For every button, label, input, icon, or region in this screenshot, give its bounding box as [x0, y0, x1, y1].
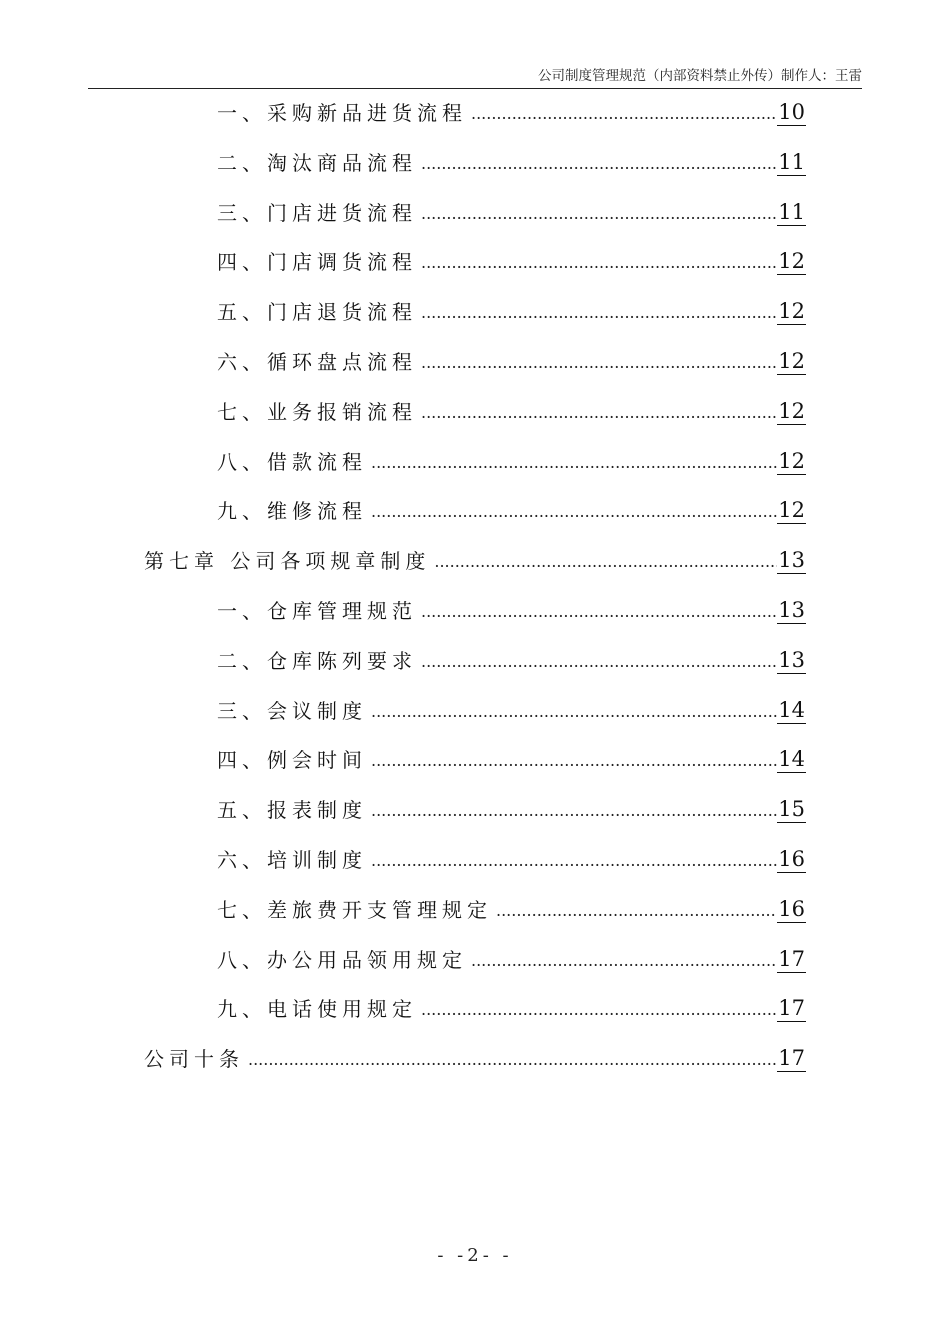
toc-entry-page-number: 17	[778, 946, 805, 971]
toc-entry[interactable]	[217, 142, 806, 176]
toc-entry[interactable]	[217, 889, 806, 923]
toc-entry-page-number: 13	[778, 548, 805, 573]
toc-entry[interactable]	[217, 391, 806, 425]
toc-entry[interactable]	[217, 92, 806, 126]
toc-entry[interactable]	[217, 789, 806, 823]
toc-entry-page-number: 16	[778, 847, 805, 871]
toc-entry-page-number: 12	[778, 448, 805, 473]
toc-dot-leader	[421, 998, 777, 1022]
toc-entry-title: 二、仓库陈列要求	[217, 648, 417, 673]
toc-entry-title: 四、门店调货流程	[217, 250, 417, 275]
toc-dot-leader	[371, 700, 777, 724]
toc-entry-page-number: 11	[778, 199, 805, 224]
toc-entry[interactable]	[144, 1038, 806, 1072]
toc-entry-title: 第七章 公司各项规章制度	[144, 549, 431, 574]
toc-entry-title: 六、循环盘点流程	[217, 350, 417, 374]
toc-entry-title: 九、电话使用规定	[217, 997, 417, 1022]
toc-dot-leader	[421, 251, 777, 275]
toc-entry-page-number: 17	[778, 996, 805, 1021]
toc-entry-title: 一、仓库管理规范	[217, 599, 417, 623]
toc-dot-leader	[496, 899, 777, 923]
toc-dot-leader	[371, 749, 777, 773]
toc-entry-page-number: 11	[778, 149, 805, 174]
toc-entry[interactable]	[217, 939, 806, 973]
toc-entry[interactable]	[217, 590, 806, 624]
toc-entry[interactable]	[217, 241, 806, 275]
toc-entry[interactable]	[217, 192, 806, 226]
toc-entry[interactable]	[217, 291, 806, 325]
toc-entry[interactable]	[217, 739, 806, 773]
toc-dot-leader	[421, 202, 777, 226]
toc-dot-leader	[371, 500, 777, 524]
toc-entry[interactable]	[217, 690, 806, 724]
toc-entry-title: 八、办公用品领用规定	[217, 947, 467, 972]
toc-entry-page-number: 12	[778, 498, 805, 523]
toc-dot-leader	[248, 1048, 777, 1072]
toc-entry-page-number: 13	[778, 598, 805, 622]
toc-entry[interactable]	[217, 839, 806, 873]
toc-entry-title: 五、门店退货流程	[217, 300, 417, 325]
toc-entry[interactable]	[144, 540, 806, 574]
toc-entry-page-number: 17	[778, 1046, 805, 1071]
toc-entry-title: 九、维修流程	[217, 499, 367, 524]
toc-entry-page-number: 15	[778, 797, 805, 822]
page-number: - -2- -	[437, 1245, 513, 1266]
page-header: 公司制度管理规范（内部资料禁止外传）制作人：王雷	[88, 66, 862, 89]
toc-entry-title: 三、会议制度	[217, 698, 367, 723]
toc-dot-leader	[421, 650, 777, 674]
toc-dot-leader	[371, 451, 777, 475]
toc-entry-page-number: 10	[778, 100, 805, 124]
toc-entry[interactable]	[217, 988, 806, 1022]
toc-entry-page-number: 12	[778, 249, 805, 274]
toc-entry[interactable]	[217, 490, 806, 524]
toc-entry-page-number: 16	[778, 896, 805, 921]
toc-entry-title: 六、培训制度	[217, 848, 367, 872]
toc-entry-page-number: 14	[778, 747, 805, 772]
toc-dot-leader	[371, 849, 777, 873]
toc-entry-page-number: 13	[778, 647, 805, 672]
toc-dot-leader	[421, 351, 777, 375]
toc-entry-title: 公司十条	[144, 1047, 244, 1072]
toc-dot-leader	[471, 949, 777, 973]
toc-entry-page-number: 12	[778, 299, 805, 324]
toc-entry-title: 二、淘汰商品流程	[217, 150, 417, 175]
toc-entry[interactable]	[217, 640, 806, 674]
toc-entry-page-number: 14	[778, 697, 805, 722]
toc-dot-leader	[371, 799, 777, 823]
toc-entry-title: 四、例会时间	[217, 748, 367, 773]
toc-entry-title: 一、采购新品进货流程	[217, 101, 467, 125]
toc-entry-title: 五、报表制度	[217, 798, 367, 823]
toc-entry-page-number: 12	[778, 398, 805, 423]
toc-entry[interactable]	[217, 441, 806, 475]
toc-dot-leader	[434, 550, 777, 574]
toc-entry[interactable]	[217, 341, 806, 375]
toc-dot-leader	[421, 152, 777, 176]
toc-dot-leader	[421, 600, 777, 624]
toc-dot-leader	[421, 301, 777, 325]
toc-dot-leader	[421, 401, 777, 425]
toc-dot-leader	[471, 102, 777, 126]
toc-entry-title: 八、借款流程	[217, 449, 367, 474]
toc-entry-title: 七、差旅费开支管理规定	[217, 897, 492, 922]
toc-entry-title: 七、业务报销流程	[217, 399, 417, 424]
toc-entry-title: 三、门店进货流程	[217, 200, 417, 225]
toc-entry-page-number: 12	[778, 349, 805, 373]
